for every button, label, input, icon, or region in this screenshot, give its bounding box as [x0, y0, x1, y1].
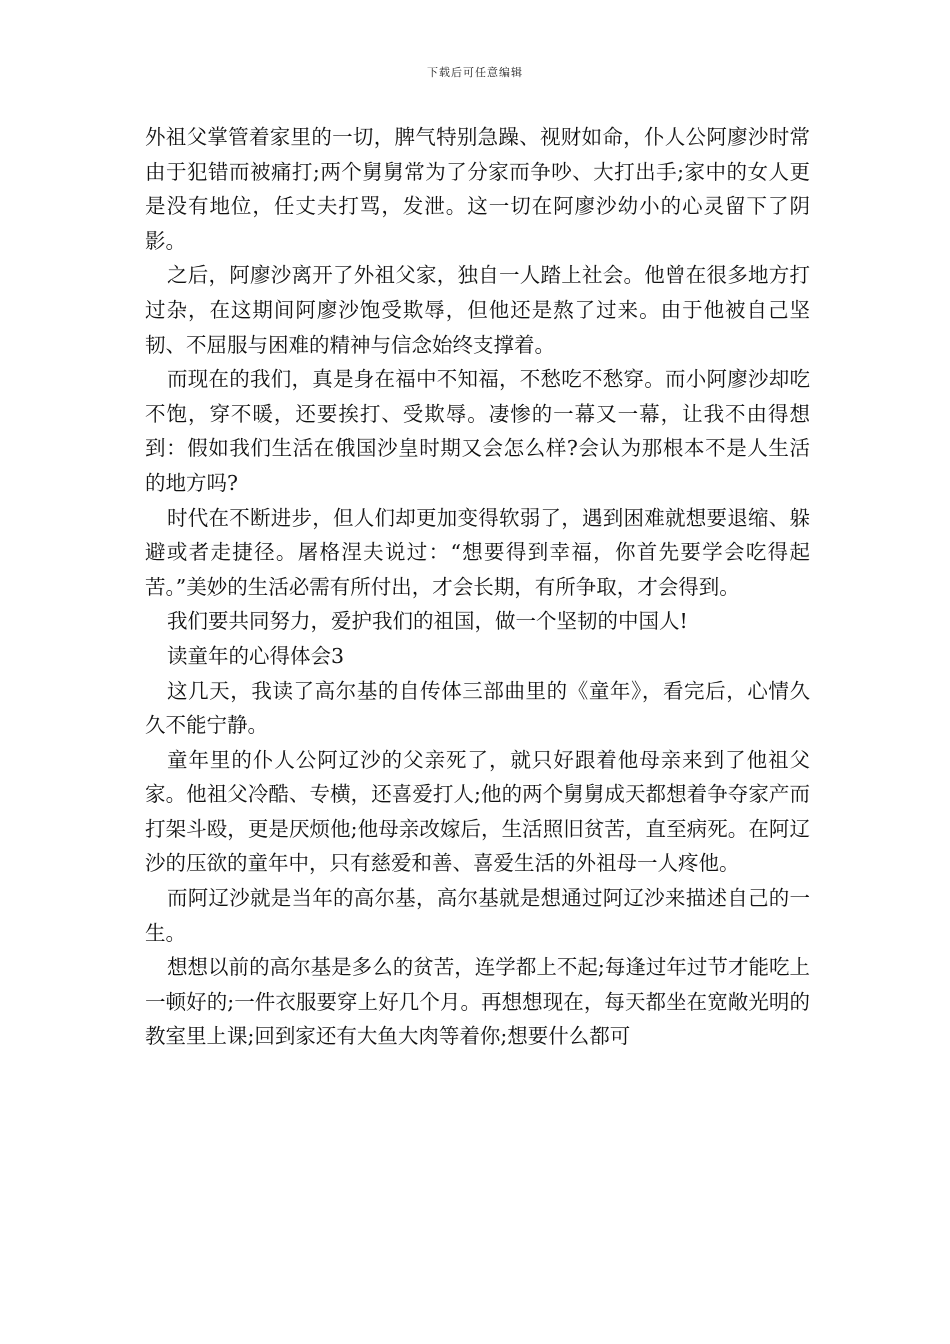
paragraph: 我们要共同努力，爱护我们的祖国，做一个坚韧的中国人! [167, 609, 688, 634]
page-header: 下载后可任意编辑 [427, 66, 523, 79]
paragraph: 时代在不断进步，但人们却更加变得软弱了，遇到困难就想要退缩、躲避或者走捷径。屠格涅夫说过：“想要得到幸福，你首先要学会吃得起苦。”美妙的生活必需有所付出，才会长期，有所争取，才会得到。 [145, 505, 810, 599]
paragraph: 而阿辽沙就是当年的高尔基，高尔基就是想通过阿辽沙来描述自己的一生。 [145, 886, 810, 945]
paragraph: 想想以前的高尔基是多么的贫苦，连学都上不起;每逢过年过节才能吃上一顿好的;一件衣服要穿上好几个月。再想想现在，每天都坐在宽敞光明的教室里上课;回到家还有大鱼大肉等着你;想要什么都可 [145, 955, 810, 1049]
paragraph: 外祖父掌管着家里的一切，脾气特别急躁、视财如命，仆人公阿廖沙时常由于犯错而被痛打;两个舅舅常为了分家而争吵、大打出手;家中的女人更是没有地位，任丈夫打骂，发泄。这一切在阿廖沙幼小的心灵留下了阴影。 [145, 125, 810, 253]
paragraph: 童年里的仆人公阿辽沙的父亲死了，就只好跟着他母亲来到了他祖父家。他祖父冷酷、专横，还喜爱打人;他的两个舅舅成天都想着争夺家产而打架斗殴，更是厌烦他;他母亲改嫁后，生活照旧贫苦，直至病死。在阿辽沙的压欲的童年中，只有慈爱和善、喜爱生活的外祖母一人疼他。 [145, 747, 810, 876]
paragraph: 这几天，我读了高尔基的自传体三部曲里的《童年》，看完后，心情久久不能宁静。 [145, 678, 810, 738]
document-body [145, 120, 810, 1054]
paragraph: 而现在的我们，真是身在福中不知福，不愁吃不愁穿。而小阿廖沙却吃不饱，穿不暖，还要挨打、受欺辱。凄惨的一幕又一幕，让我不由得想到：假如我们生活在俄国沙皇时期又会怎么样?会认为那根本不是人生活的地方吗? [145, 367, 810, 495]
section-heading: 读童年的心得体会3 [167, 643, 345, 668]
paragraph: 之后，阿廖沙离开了外祖父家，独自一人踏上社会。他曾在很多地方打过杂，在这期间阿廖沙饱受欺辱，但他还是熬了过来。由于他被自己坚韧、不屈服与困难的精神与信念始终支撑着。 [145, 263, 810, 357]
